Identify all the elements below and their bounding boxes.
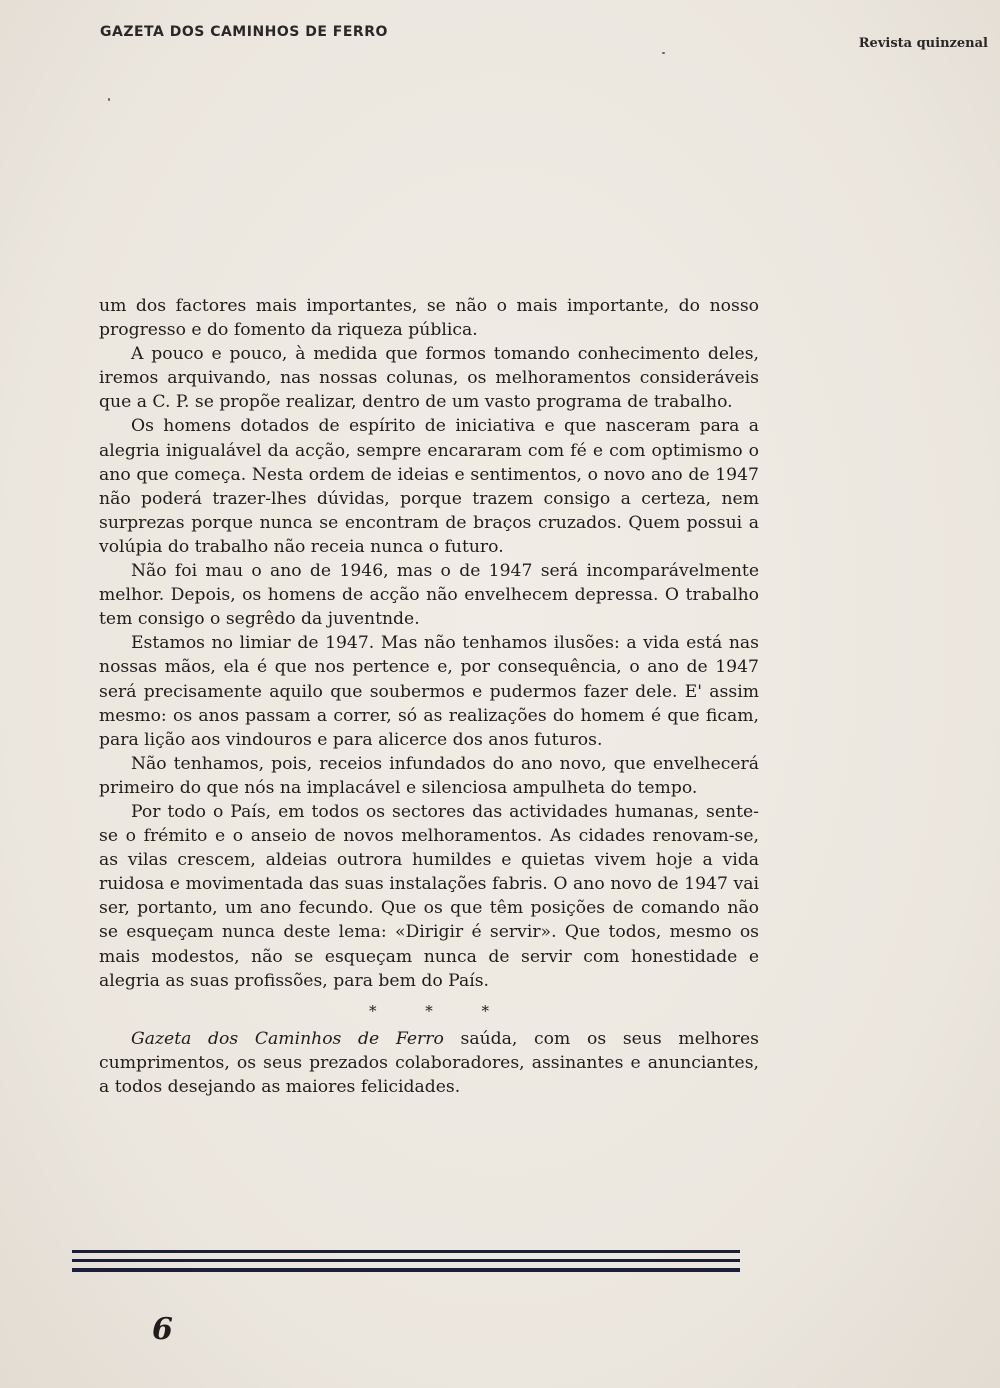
paragraph: Por todo o País, em todos os sectores das actividades humanas, sente-se o frémito e o anseio de novos melhoramentos. As cidades renovam-se, as vilas crescem, aldeias outrora humildes e quietas vivem hoje a vida ruidosa e movimentada das suas instalações fabris. O ano novo de 1947 vai ser, portanto, um ano fecundo. Que os que têm posições de comando não se esqueçam nunca deste lema: «Dirigir é servir». Que todos, mesmo os mais modestos, não se esqueçam nunca de servir com honestidade e alegria as suas profissões, para bem do País. (99, 801, 759, 991)
closing-text: saúda, com os seus melhores cumprimentos, os seus prezados colaboradores, assinantes e anunciantes, a todos desejando as maiores felicidades. (99, 1028, 759, 1097)
footer-rule (72, 1259, 740, 1262)
section-separator: * * * (368, 1001, 512, 1020)
paragraph: A pouco e pouco, à medida que formos tomando conhecimento deles, iremos arquivando, nas nossas colunas, os melhoramentos consideráveis que a C. P. se propõe realizar, dentro de um vasto programa de trabalho. (99, 344, 759, 413)
paragraph: Os homens dotados de espírito de iniciativa e que nasceram para a alegria inigualável da acção, sempre encararam com fé e com optimismo o ano que começa. Nesta ordem de ideias e sentimentos, o novo ano de 1947 não poderá trazer-lhes dúvidas, porque trazem consigo a certeza, nem surprezas porque nunca se encontram de braços cruzados. Quem possui a volúpia do trabalho não receia nunca o futuro. (99, 416, 759, 557)
paragraph: Não tenhamos, pois, receios infundados do ano novo, que envelhecerá primeiro do que nós na implacável e silenciosa ampulheta do tempo. (99, 753, 759, 798)
paragraph: Estamos no limiar de 1947. Mas não tenhamos ilusões: a vida está nas nossas mãos, ela é que nos pertence e, por consequência, o ano de 1947 será precisamente aquilo que soubermos e pudermos fazer dele. E' assim mesmo: os anos passam a correr, só as realizações do homem é que ficam, para lição aos vindouros e para alicerce dos anos futuros. (99, 633, 759, 750)
journal-name: Gazeta dos Caminhos de Ferro (131, 1028, 444, 1049)
footer-rules (72, 1250, 740, 1278)
footer-rule (72, 1250, 740, 1253)
paper-speck (108, 98, 110, 101)
article-body (99, 294, 759, 1099)
footer-rule (72, 1268, 740, 1272)
paragraph: Não foi mau o ano de 1946, mas o de 1947 será incomparávelmente melhor. Depois, os homens de acção não envelhecem depressa. O trabalho tem consigo o segrêdo da juventnde. (99, 561, 759, 630)
paper-speck (662, 52, 665, 54)
paragraph: um dos factores mais importantes, se não o mais importante, do nosso progresso e do fomento da riqueza pública. (99, 296, 759, 341)
running-head-title: GAZETA DOS CAMINHOS DE FERRO (100, 24, 388, 40)
closing-paragraph (99, 1027, 759, 1099)
running-head-subtitle: Revista quinzenal (858, 36, 988, 51)
page-number: 6 (152, 1312, 173, 1347)
